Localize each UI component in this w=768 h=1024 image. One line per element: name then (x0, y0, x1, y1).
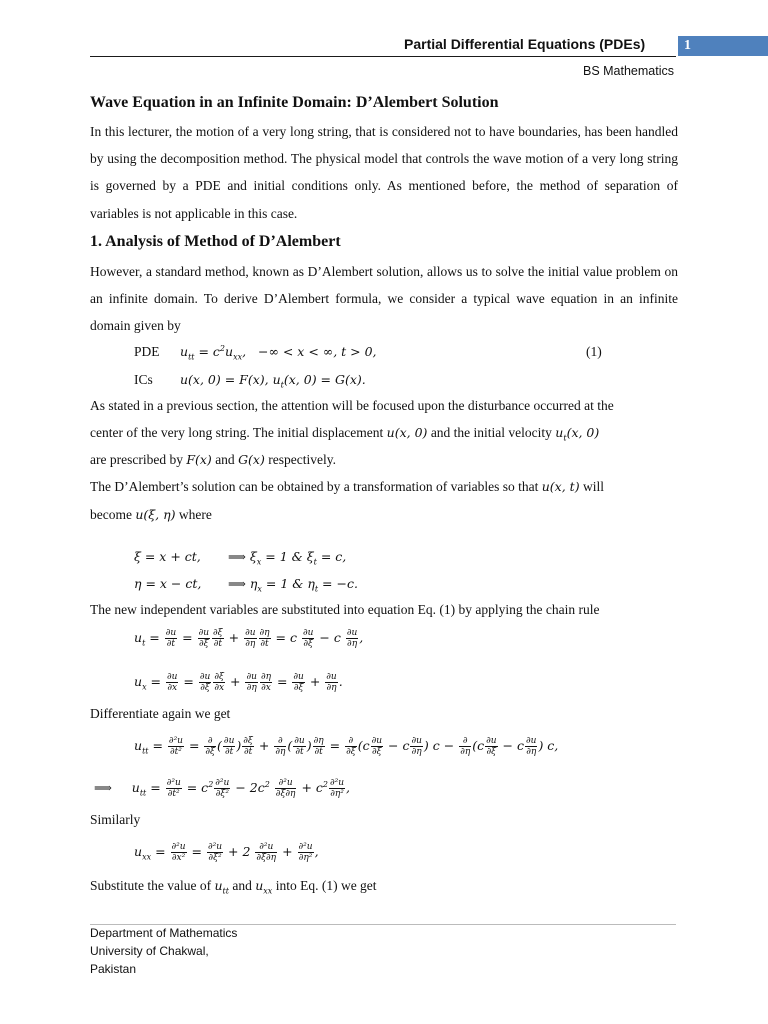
header-rule (90, 56, 676, 57)
paragraph-differentiate-again: Differentiate again we get (90, 706, 231, 721)
equation-u-xx: $u_{xx}$ = $\frac{\text{∂²u}}{\text{∂x²}}$ = $\frac{\text{∂²u}}{\text{∂ξ²}}$ + 2 $\frac{\text{∂²u}}{\partial\xi\partial\eta}$ + $\frac{\text{∂²u}}{\text{∂η²}}$ , (134, 842, 319, 863)
transform-eta-derivatives: ⟹ $\eta_x = 1$ & $\eta_t = -c$. (228, 576, 358, 594)
subsection-title: 1. Analysis of Method of D’Alembert (90, 233, 341, 250)
ics-label: ICs (134, 372, 153, 387)
text-and-2: and (232, 878, 252, 893)
page-number-badge: 1 (678, 36, 768, 56)
paragraph-disturbance-line2 (90, 425, 599, 443)
text-and: and (215, 452, 235, 467)
pde-label: PDE (134, 344, 160, 359)
math-ut-x-0: $u_t(x$, 0) (555, 425, 600, 443)
equation-u-x: $u_x$ = $\frac{\partial u}{\partial x}$ = $\frac{\partial u}{\partial\xi}$ $\frac{\partial\xi}{\partial x}$ + $\frac{\partial u}{\partial\eta}$ $\frac{\partial\eta}{\partial x}$ = $\frac{\partial u}{\partial\xi}$ + $\frac{\partial u}{\partial\eta}$ . (134, 672, 343, 693)
paragraph-dalembert-method: However, a standard method, known as D’Alembert solution, allows us to solve the initial value problem on an infinite domain. To derive D’Alembert formula, we consider a typical wave equation in an infinite domain given by (90, 264, 678, 334)
text-respectively: respectively. (268, 452, 336, 467)
section-title: Wave Equation in an Infinite Domain: D’Alembert Solution (90, 94, 499, 111)
math-u-x-0: u(x, 0) (386, 425, 428, 440)
paragraph-transformation-line1 (90, 479, 604, 495)
text-will: will (582, 479, 604, 494)
paragraph-chain-rule: The new independent variables are substituted into equation Eq. (1) by applying the chain rule (90, 602, 600, 617)
paragraph-substitute (90, 878, 377, 896)
text-prescribed-by: are prescribed by (90, 452, 183, 467)
paragraph-similarly: Similarly (90, 812, 141, 827)
paragraph-disturbance-line1: As stated in a previous section, the attention will be focused upon the disturbance occurred at the (90, 398, 614, 413)
transform-xi: ξ = x + ct, (134, 549, 201, 564)
equation-u-tt-expanded: $u_{tt}$ = $\frac{\text{∂²u}}{\text{∂t²}}$ = $\frac{\partial}{\partial\xi}$ ( $\frac{\partial u}{\partial t}$ ) $\frac{\partial\xi}{\partial t}$ + $\frac{\partial}{\partial\eta}$ ( $\frac{\partial u}{\partial t}$ ) $\frac{\partial\eta}{\partial t}$ = $\frac{\partial}{\partial\xi}$ (c $\frac{\partial u}{\partial\xi}$ − c $\frac{\partial u}{\partial\eta}$ ) c − $\frac{\partial}{\partial\eta}$ (c $\frac{\partial u}{\partial\xi}$ − c $\frac{\partial u}{\partial\eta}$ ) c, (134, 736, 559, 757)
intro-paragraph: In this lecturer, the motion of a very long string, that is considered not to have boundaries, has been handled by using the decomposition method. The physical model that controls the wave motion of a very long string is governed by a PDE and initial conditions only. As mentioned before, the method of separation of variables is not applicable in this case. (90, 124, 678, 221)
header-title: Partial Differential Equations (PDEs) (404, 36, 646, 52)
math-u-xx: $u_{xx}$ (255, 878, 273, 896)
paragraph-transformation-line2 (90, 507, 212, 523)
equation-number: (1) (586, 344, 602, 359)
text-dalembert-solution: The D’Alembert’s solution can be obtained by a transformation of variables so that (90, 479, 539, 494)
footer-department: Department of Mathematics (90, 926, 238, 940)
math-u-x-t: u(x, t) (541, 479, 580, 494)
transform-eta: η = x − ct, (134, 576, 202, 591)
text-substitute-value: Substitute the value of (90, 878, 212, 893)
equation-u-t: $u_t$ = $\frac{\partial u}{\partial t}$ = $\frac{\partial u}{\partial\xi}$ $\frac{\partial\xi}{\partial t}$ + $\frac{\partial u}{\partial\eta}$ $\frac{\partial\eta}{\partial t}$ = c $\frac{\partial u}{\partial\xi}$ − c $\frac{\partial u}{\partial\eta}$ , (134, 628, 364, 649)
text-initial-displacement: center of the very long string. The initial displacement (90, 425, 384, 440)
math-u-xi-eta: u(ξ, η) (135, 507, 176, 522)
math-u-tt: $u_{tt}$ (214, 878, 229, 896)
text-where: where (178, 507, 212, 522)
paragraph-disturbance-line3 (90, 452, 336, 468)
text-become: become (90, 507, 132, 522)
transform-xi-derivatives: ⟹ $\xi_x = 1$ & $\xi_t = c$, (228, 549, 347, 567)
text-initial-velocity: and the initial velocity (430, 425, 552, 440)
pde-equation: $u_{tt} = c^2u_{xx}$, −∞ < x < ∞, t > 0, (180, 344, 377, 362)
footer-university: University of Chakwal, (90, 944, 209, 958)
ics-equation: u(x, 0) = F(x), $u_t(x$, 0) = G(x). (180, 372, 366, 390)
footer-country: Pakistan (90, 962, 137, 976)
equation-u-tt-simplified: ⟹ $u_{tt}$ = $\frac{\text{∂²u}}{\text{∂t²}}$ = $c^2$ $\frac{\text{∂²u}}{\text{∂ξ²}}$ − $2c^2$ $\frac{\text{∂²u}}{\partial\xi\partial\eta}$ + $c^2$ $\frac{\text{∂²u}}{\text{∂η²}}$ , (94, 778, 351, 799)
header-subtitle: BS Mathematics (583, 64, 675, 78)
math-F: F(x) (186, 452, 212, 467)
footer-rule (90, 924, 676, 925)
math-G: G(x) (238, 452, 265, 467)
text-into-eq: into Eq. (1) we get (275, 878, 377, 893)
